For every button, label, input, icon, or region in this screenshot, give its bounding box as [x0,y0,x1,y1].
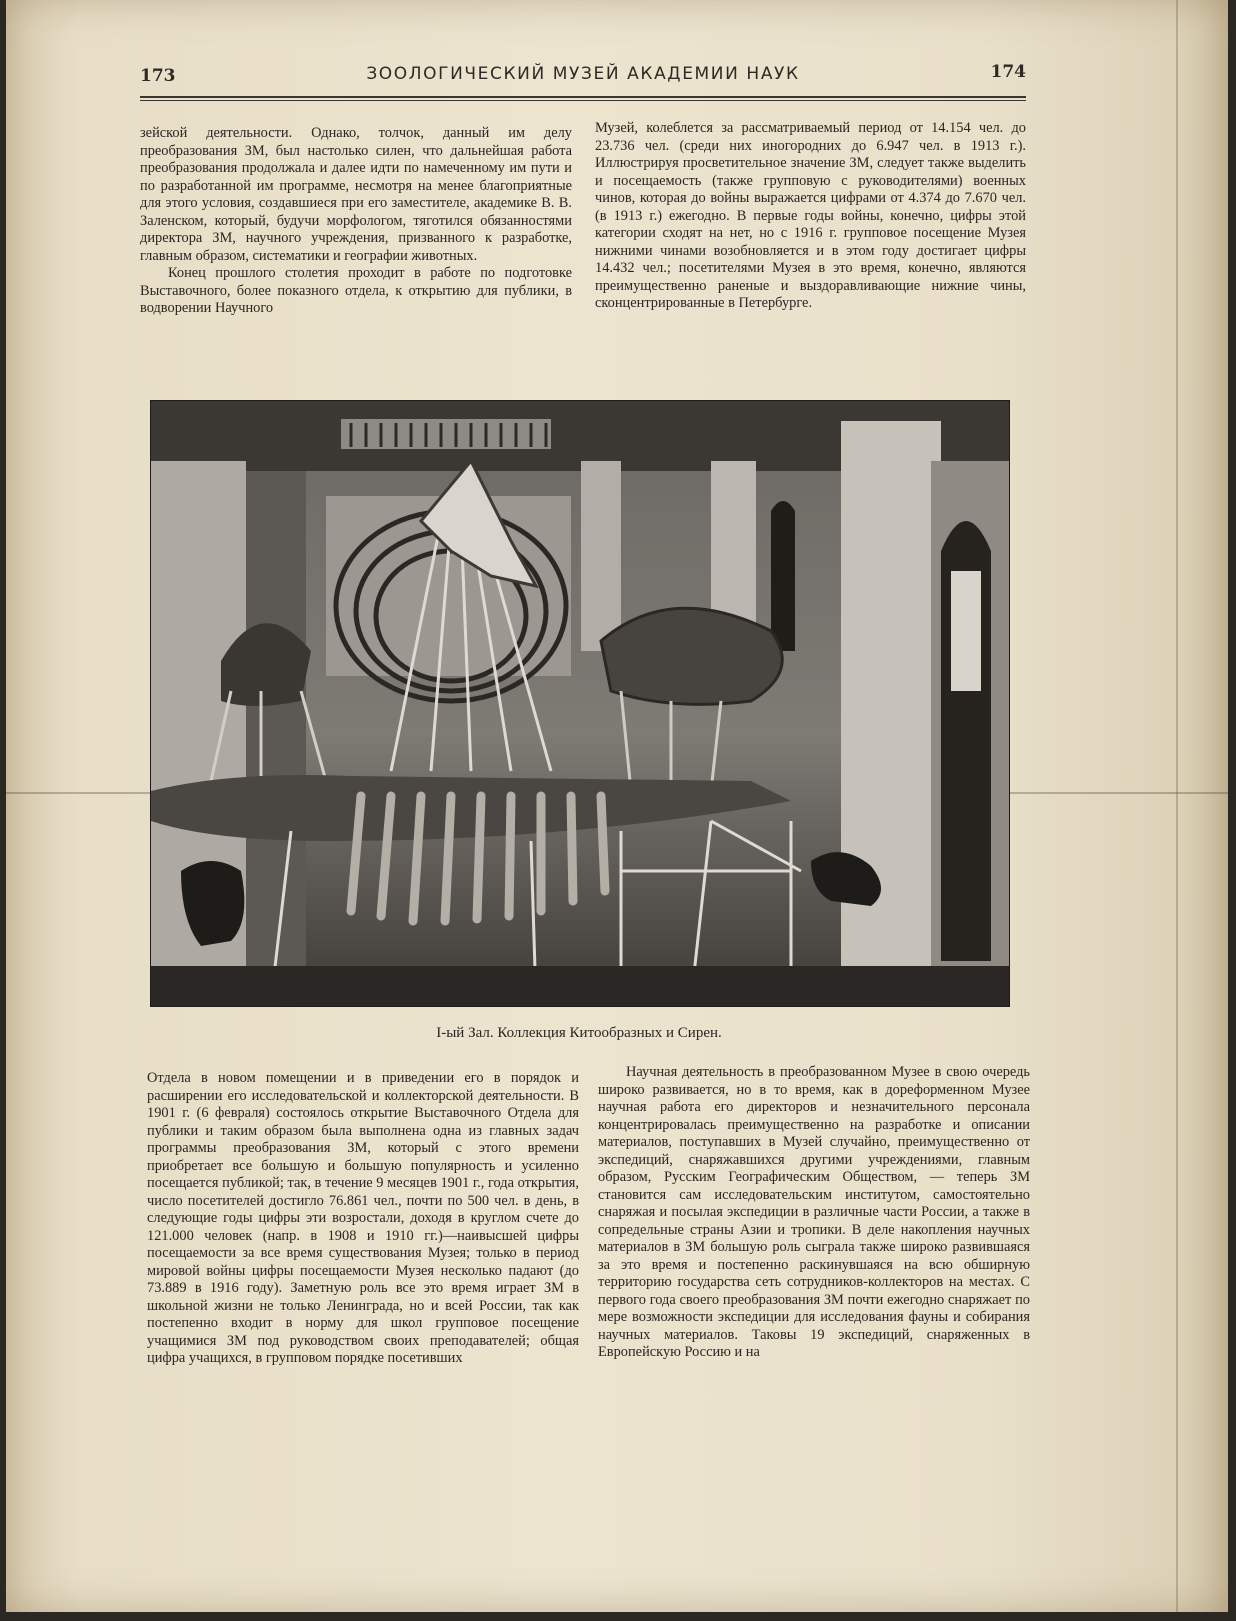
whale-skeleton-hall-illustration [151,401,1009,1006]
paragraph: зейской деятельности. Однако, толчок, данный им делу преобразования ЗМ, был настолько силен, что дальнейшая работа преобразования продолжала и далее идти по намеченному им пути и по разработанной им программе, несмотря на менее благоприятные для этого условия, создавшиеся при его заместителе, академике В. В. Заленском, который, будучи морфологом, тяготился обязанностями директора ЗМ, научного учреждения, призванного к разработке, главным образом, систематики и географии животных. [140,125,572,264]
page-number-right: 174 [990,62,1026,82]
paragraph: Конец прошлого столетия проходит в работе по подготовке Выставочного, более показного отдела, к открытию для публики, в водворении Научного [140,265,572,316]
paragraph: Музей, колеблется за рассматриваемый период от 14.154 чел. до 23.736 чел. (среди них иногородних до 6.947 чел. в 1913 г.). Иллюстрируя просветительное значение ЗМ, следует также выделить и посещаемость (также групповую с руководителями) военных чинов, которая до войны выражается цифрами от 4.374 до 7.670 чел. (в 1913 г.) ежегодно. В первые годы войны, конечно, цифры этой категории сходят на нет, но с 1916 г. групповое посещение Музея нижними чинами возобновляется и в этом году достигает цифры 14.432 чел.; посетителями Музея в это время, конечно, являются преимущественно раненые и выздоравливающие нижние чины, сконцентрированные в Петербурге. [595,120,1026,311]
paragraph: Научная деятельность в преобразованном Музее в свою очередь широко развивается, но в то время, как в дореформенном Музее научная работа его директоров и незначительного персонала концентрировалась преимущественно на разработке и описании материалов, поступавших в Музей случайно, преимущественно от экспедиций, снаряжавшихся другими учреждениями, главным образом, Русским Географическим Обществом, — теперь ЗМ становится сам исследовательским институтом, самостоятельно снаряжая и посылая экспедиции в различные части России, а также в сопредельные страны Азии и тропики. В деле накопления научных материалов в ЗМ большую роль сыграла также широко развившаяся за это время и постепенно раскинувшаяся на всю обширную территорию государства сеть сотрудников-коллекторов на местах. С первого года своего преобразования ЗМ почти ежегодно снаряжает по мере возможности экспедиции для исследования фауны и собирания научных материалов. Таковы 19 экспедиций, снаряженных в Европейскую Россию и на [598,1064,1030,1360]
running-header [140,60,1026,92]
text-column-bottom-left [147,1070,579,1368]
fold-vertical [1176,0,1178,1612]
header-rule [140,96,1026,98]
text-column-bottom-right [598,1064,1030,1362]
paragraph: Отдела в новом помещении и в приведении его в порядок и расширении его исследовательской и коллекторской деятельности. В 1901 г. (6 февраля) состоялось открытие Выставочного Отдела для публики и таким образом была выполнена одна из главных задач программы преобразования ЗМ, который с этого времени приобретает все большую и большую популярность и усиленно посещается публикой; так, в течение 9 месяцев 1901 г., года открытия, число посетителей достигло 76.861 чел., почти по 500 чел. в день, в следующие годы цифры эти возростали, доходя в круглом счете до 121.000 человек (напр. в 1908 и 1910 гг.)—наивысшей цифры посещаемости за все время существования Музея; только в период мировой войны цифры посещаемости Музея несколько падают (до 73.889 в 1916 году). Заметную роль все это время играет ЗМ в школьной жизни не только Ленинграда, но и всей России, так как постепенно входит в норму для школ групповое посещение учащимися ЗМ под руководством своих преподавателей; общая цифра учащихся, в групповом порядке посетивших [147,1070,579,1366]
museum-hall-photo [150,400,1010,1007]
running-title: ЗООЛОГИЧЕСКИЙ МУЗЕЙ АКАДЕМИИ НАУК [366,64,800,84]
figure-caption: I-ый Зал. Коллекция Китообразных и Сирен. [436,1025,722,1041]
text-column-top-left [140,125,572,318]
header-rule-thin [140,100,1026,101]
text-column-top-right [595,120,1026,313]
page-number-left: 173 [140,66,176,86]
